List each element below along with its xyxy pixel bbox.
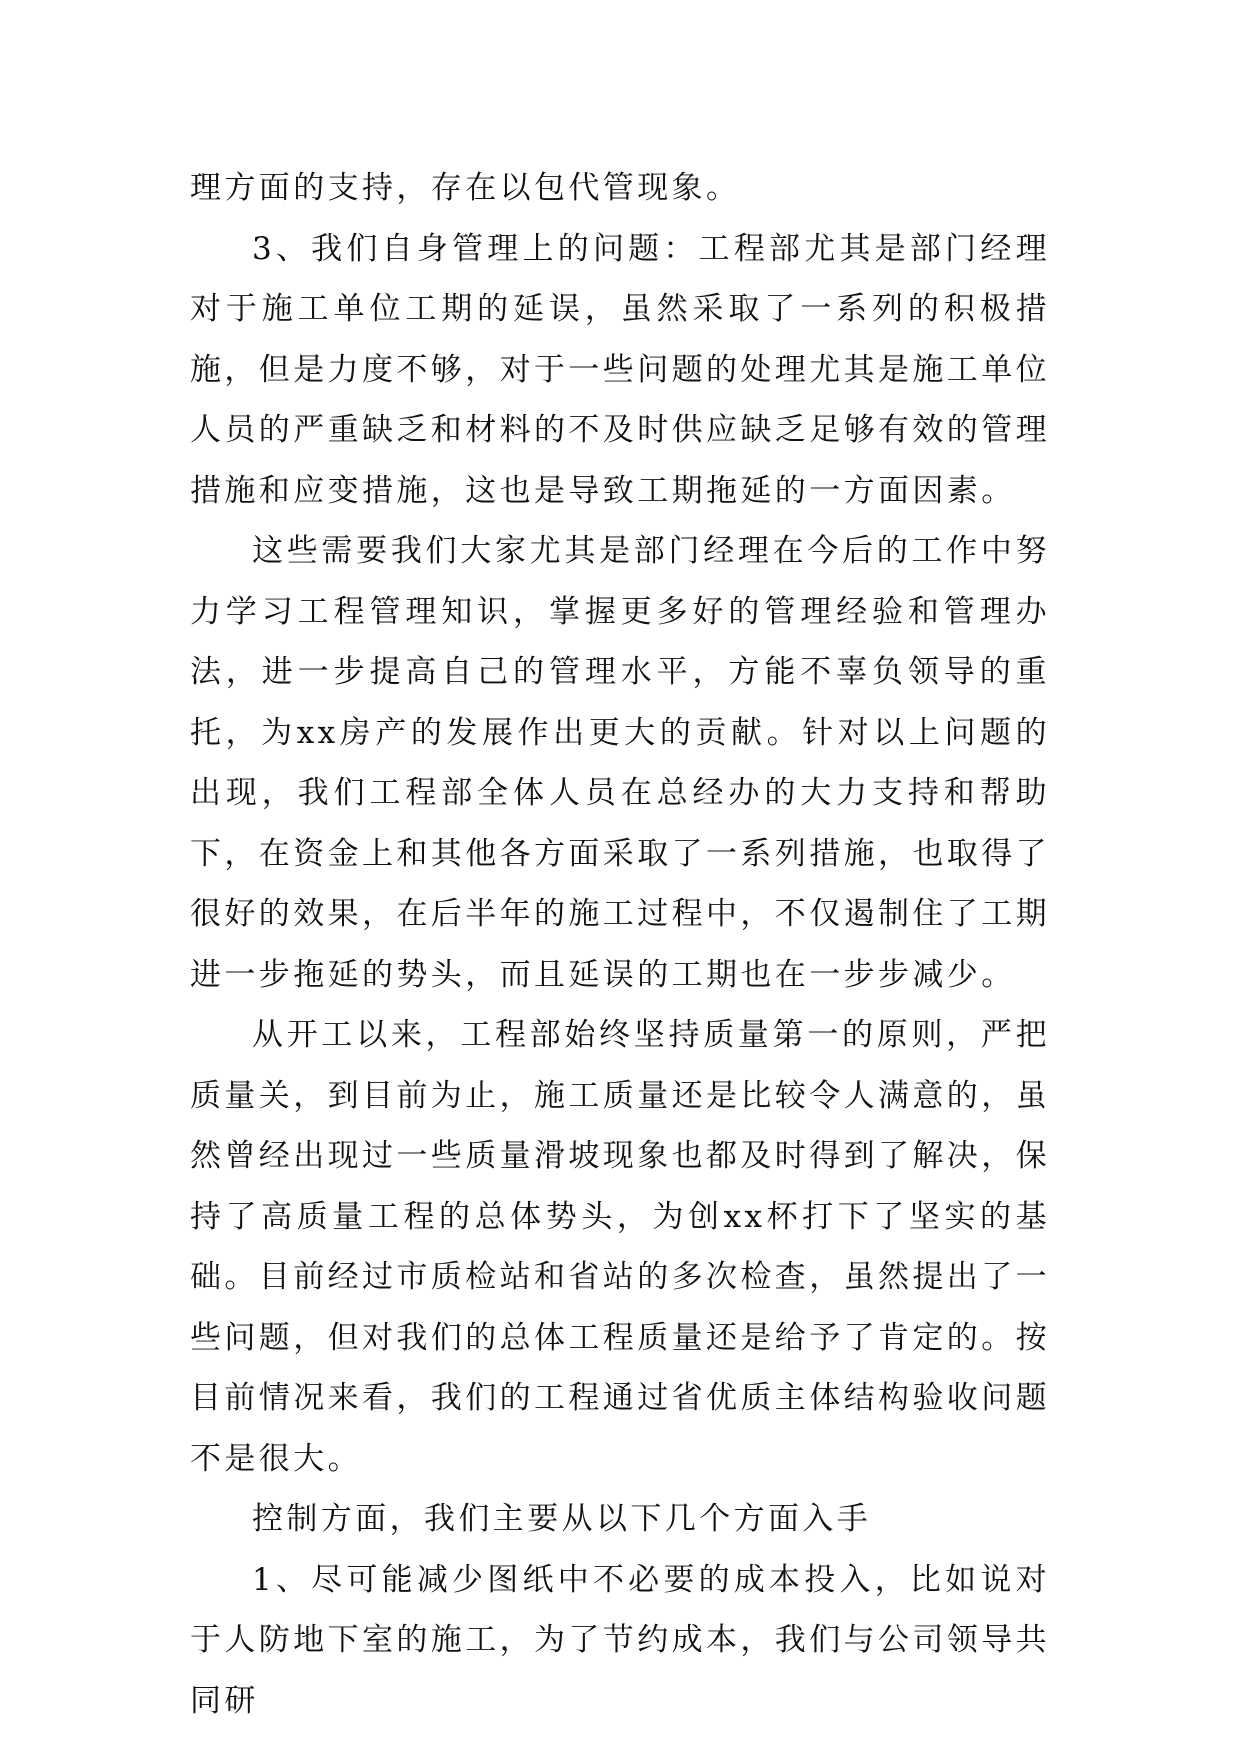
paragraph-1: 理方面的支持，存在以包代管现象。 [190, 170, 741, 206]
paragraph-6: 1、尽可能减少图纸中不必要的成本投入，比如说对于人防地下室的施工，为了节约成本，我们与公司领导共同研 [190, 1561, 1050, 1719]
paragraph-2: 3、我们自身管理上的问题：工程部尤其是部门经理对于施工单位工期的延误，虽然采取了一系列的积极措施，但是力度不够，对于一些问题的处理尤其是施工单位人员的严重缺乏和材料的不及时供应缺乏足够有效的管理措施和应变措施，这也是导致工期拖延的一方面因素。 [190, 230, 1050, 509]
paragraph-5: 控制方面，我们主要从以下几个方面入手 [252, 1501, 872, 1537]
paragraph-3: 这些需要我们大家尤其是部门经理在今后的工作中努力学习工程管理知识，掌握更多好的管理经验和管理办法，进一步提高自己的管理水平，方能不辜负领导的重托，为xx房产的发展作出更大的贡献。针对以上问题的出现，我们工程部全体人员在总经办的大力支持和帮助下，在资金上和其他各方面采取了一系列措施，也取得了很好的效果，在后半年的施工过程中，不仅遏制住了工期进一步拖延的势头，而且延误的工期也在一步步减少。 [190, 533, 1050, 993]
document-body [190, 158, 1050, 1731]
paragraph-4: 从开工以来，工程部始终坚持质量第一的原则，严把质量关，到目前为止，施工质量还是比较令人满意的，虽然曾经出现过一些质量滑坡现象也都及时得到了解决，保持了高质量工程的总体势头，为创xx杯打下了坚实的基础。目前经过市质检站和省站的多次检查，虽然提出了一些问题，但对我们的总体工程质量还是给予了肯定的。按目前情况来看，我们的工程通过省优质主体结构验收问题不是很大。 [190, 1017, 1050, 1477]
